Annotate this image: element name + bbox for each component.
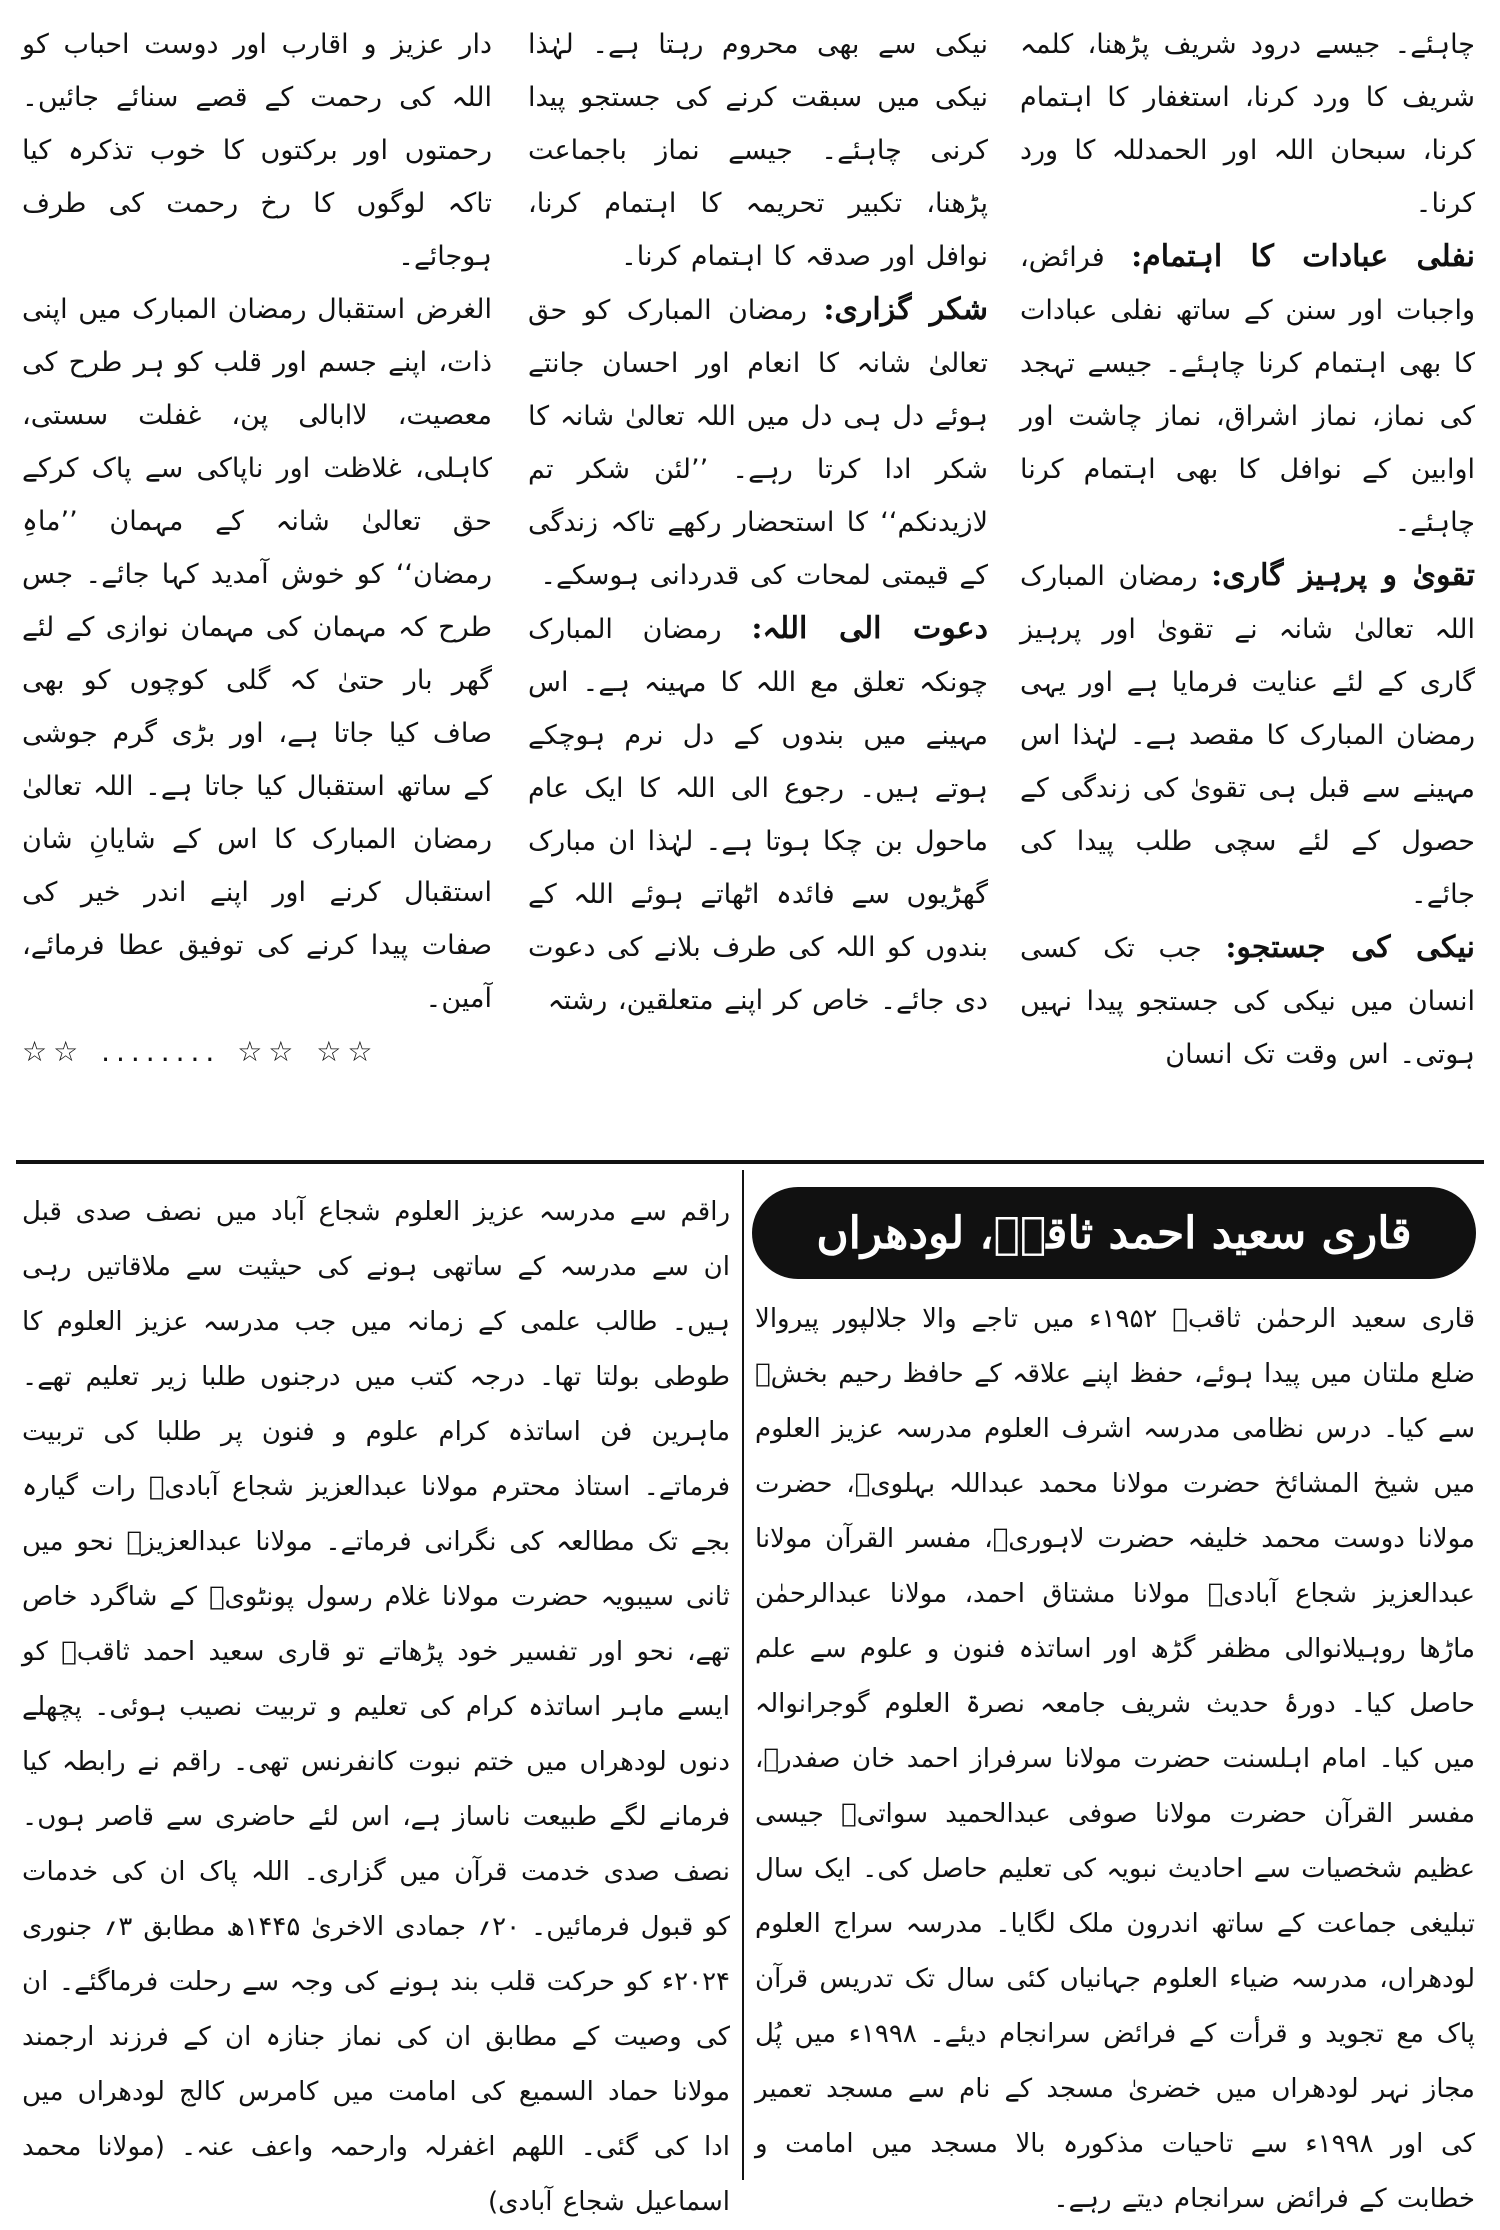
top-column-left bbox=[22, 18, 492, 1153]
subheading: تقویٰ و پرہیز گاری: bbox=[1211, 558, 1475, 593]
top-column-right bbox=[1020, 18, 1475, 1153]
subheading: نیکی کی جستجو: bbox=[1225, 930, 1475, 965]
paragraph-text: رمضان المبارک اللہ تعالیٰ شانہ نے تقویٰ اور پرہیز گاری کے لئے عنایت فرمایا ہے اور یہی رمضان المبارک کا مقصد ہے۔ لہٰذا اس مہینے سے قبل ہی تقویٰ کی زندگی کے حصول کے لئے سچی طلب پیدا کی جائے۔ bbox=[1020, 561, 1475, 910]
section-divider bbox=[16, 1160, 1484, 1164]
paragraph-text: جب تک کسی انسان میں نیکی کی جستجو پیدا نہیں ہوتی۔ اس وقت تک انسان bbox=[1020, 933, 1475, 1070]
subheading: شکر گزاری: bbox=[823, 292, 988, 327]
paragraph-text: رمضان المبارک چونکہ تعلق مع اللہ کا مہینہ ہے۔ اس مہینے میں بندوں کے دل نرم ہوچکے ہوتے ہیں۔ رجوع الی اللہ کا ایک عام ماحول بن چکا ہوتا ہے۔ لہٰذا ان مبارک گھڑیوں سے فائدہ اٹھاتے ہوئے اللہ کے بندوں کو اللہ کی طرف بلانے کی دعوت دی جائے۔ خاص کر اپنے متعلقین، رشتہ bbox=[528, 614, 988, 1016]
article-column-left bbox=[22, 1185, 731, 2217]
paragraph bbox=[1020, 230, 1475, 549]
subheading: دعوت الی اللہ: bbox=[751, 611, 988, 646]
end-stars: ☆☆ ........ ☆☆ ☆☆ bbox=[22, 1035, 379, 1068]
paragraph-text: چاہئے۔ جیسے درود شریف پڑھنا، کلمہ شریف کا ورد کرنا، استغفار کا اہتمام کرنا، سبحان اللہ اور الحمدللہ کا ورد کرنا۔ bbox=[1020, 29, 1475, 219]
paragraph bbox=[528, 283, 988, 602]
paragraph: راقم سے مدرسہ عزیز العلوم شجاع آباد میں نصف صدی قبل ان سے مدرسہ کے ساتھی ہونے کی حیثیت سے ملاقاتیں رہی ہیں۔ طالب علمی کے زمانہ میں جب مدرسہ عزیز العلوم کا طوطی بولتا تھا۔ درجہ کتب میں درجنوں طلبا زیر تعلیم تھے۔ ماہرین فن اساتذہ کرام علوم و فنون پر طلبا کی تربیت فرماتے۔ استاذ محترم مولانا عبدالعزیز شجاع آبادیؒ رات گیارہ بجے تک مطالعہ کی نگرانی فرماتے۔ مولانا عبدالعزیزؒ نحو میں ثانی سیبویہ حضرت مولانا غلام رسول پونٹویؒ کے شاگرد خاص تھے، نحو اور تفسیر خود پڑھاتے تو قاری سعید احمد ثاقبؒ کو ایسے ماہر اساتذہ کرام کی تعلیم و تربیت نصیب ہوئی۔ پچھلے دنوں لودھراں میں ختم نبوت کانفرنس تھی۔ راقم نے رابطہ کیا فرمانے لگے طبیعت ناساز ہے، اس لئے حاضری سے قاصر ہوں۔ نصف صدی خدمت قرآن میں گزاری۔ اللہ پاک ان کی خدمات کو قبول فرمائیں۔ ۲۰؍ جمادی الاخریٰ ۱۴۴۵ھ مطابق ۳؍ جنوری ۲۰۲۴ء کو حرکت قلب بند ہونے کی وجہ سے رحلت فرماگئے۔ ان کی وصیت کے مطابق ان کی نماز جنازہ ان کے فرزند ارجمند مولانا حماد السمیع کی امامت میں کامرس کالج لودھراں میں ادا کی گئی۔ اللھم اغفرلہ وارحمہ واعف عنہ۔ (مولانا محمد اسماعیل شجاع آبادی) bbox=[22, 1197, 731, 2217]
paragraph bbox=[528, 602, 988, 1027]
column-rule bbox=[742, 1170, 744, 2180]
top-column-middle bbox=[528, 18, 988, 1153]
paragraph-text: دار عزیز و اقارب اور دوست احباب کو اللہ کی رحمت کے قصے سنائے جائیں۔ رحمتوں اور برکتوں کا خوب تذکرہ کیا تاکہ لوگوں کا رخ رحمت کی طرف ہوجائے۔ bbox=[22, 29, 492, 272]
paragraph-text: رمضان المبارک کو حق تعالیٰ شانہ کا انعام اور احسان جانتے ہوئے دل ہی دل میں اللہ تعالیٰ شانہ کا شکر ادا کرتا رہے۔ ’’لئن شکر تم لازیدنکم‘‘ کا استحضار رکھے تاکہ زندگی کے قیمتی لمحات کی قدردانی ہوسکے۔ bbox=[528, 295, 988, 591]
paragraph-text: الغرض استقبال رمضان المبارک میں اپنی ذات، اپنے جسم اور قلب کو ہر طرح کی معصیت، لاابالی پن، غفلت سستی، کاہلی، غلاظت اور ناپاکی سے پاک کرکے حق تعالیٰ شانہ کے مہمان ’’ماہِ رمضان‘‘ کو خوش آمدید کہا جائے۔ جس طرح کہ مہمان کی مہمان نوازی کے لئے گھر بار حتیٰ کہ گلی کوچوں کو بھی صاف کیا جاتا ہے، اور بڑی گرم جوشی کے ساتھ استقبال کیا جاتا ہے۔ اللہ تعالیٰ رمضان المبارک کا اس کے شایانِ شان استقبال کرنے اور اپنے اندر خیر کی صفات پیدا کرنے کی توفیق عطا فرمائے، آمین۔ bbox=[22, 294, 492, 1014]
paragraph bbox=[22, 283, 492, 1025]
article-title: قاری سعید احمد ثاقبؒ، لودھراں bbox=[816, 1207, 1412, 1259]
paragraph: قاری سعید الرحمٰن ثاقبؒ ۱۹۵۲ء میں تاجے والا جلالپور پیروالا ضلع ملتان میں پیدا ہوئے، حفظ اپنے علاقہ کے حافظ رحیم بخشؒ سے کیا۔ درس نظامی مدرسہ اشرف العلوم مدرسہ عزیز العلوم میں شیخ المشائخ حضرت مولانا محمد عبداللہ بہلویؒ، حضرت مولانا دوست محمد خلیفہ حضرت لاہوریؒ، مفسر القرآن مولانا عبدالعزیز شجاع آبادیؒ مولانا مشتاق احمد، مولانا عبدالرحمٰن ماڑھا روہیلانوالی مظفر گڑھ اور اساتذہ فنون و علوم سے علم حاصل کیا۔ دورۂ حدیث شریف جامعہ نصرۃ العلوم گوجرانوالہ میں کیا۔ امام اہلسنت حضرت مولانا سرفراز احمد خان صفدرؒ، مفسر القرآن حضرت مولانا صوفی عبدالحمید سواتیؒ جیسی عظیم شخصیات سے احادیث نبویہ کی تعلیم حاصل کی۔ ایک سال تبلیغی جماعت کے ساتھ اندرون ملک لگایا۔ مدرسہ سراج العلوم لودھراں، مدرسہ ضیاء العلوم جہانیاں کئی سال تک تدریس قرآن پاک مع تجوید و قرأت کے فرائض سرانجام دیئے۔ ۱۹۹۸ء میں پُل مجاز نہر لودھراں میں خضریٰ مسجد کے نام سے مسجد تعمیر کی اور ۱۹۹۸ء سے تاحیات مذکورہ بالا مسجد میں امامت و خطابت کے فرائض سرانجام دیتے رہے۔ bbox=[755, 1304, 1476, 2214]
article-title-banner bbox=[752, 1187, 1476, 1279]
paragraph bbox=[528, 18, 988, 283]
paragraph bbox=[1020, 549, 1475, 921]
paragraph-text: فرائض، واجبات اور سنن کے ساتھ نفلی عبادات کا بھی اہتمام کرنا چاہئے۔ جیسے تہجد کی نماز، نماز اشراق، نماز چاشت اور اوابین کے نوافل کا بھی اہتمام کرنا چاہئے۔ bbox=[1020, 242, 1475, 538]
paragraph bbox=[1020, 921, 1475, 1081]
paragraph-text: نیکی سے بھی محروم رہتا ہے۔ لہٰذا نیکی میں سبقت کرنے کی جستجو پیدا کرنی چاہئے۔ جیسے نماز باجماعت پڑھنا، تکبیر تحریمہ کا اہتمام کرنا، نوافل اور صدقہ کا اہتمام کرنا۔ bbox=[528, 29, 988, 272]
paragraph bbox=[1020, 18, 1475, 230]
article-column-right bbox=[755, 1292, 1476, 2214]
subheading: نفلی عبادات کا اہتمام: bbox=[1131, 239, 1475, 274]
paragraph bbox=[22, 18, 492, 283]
